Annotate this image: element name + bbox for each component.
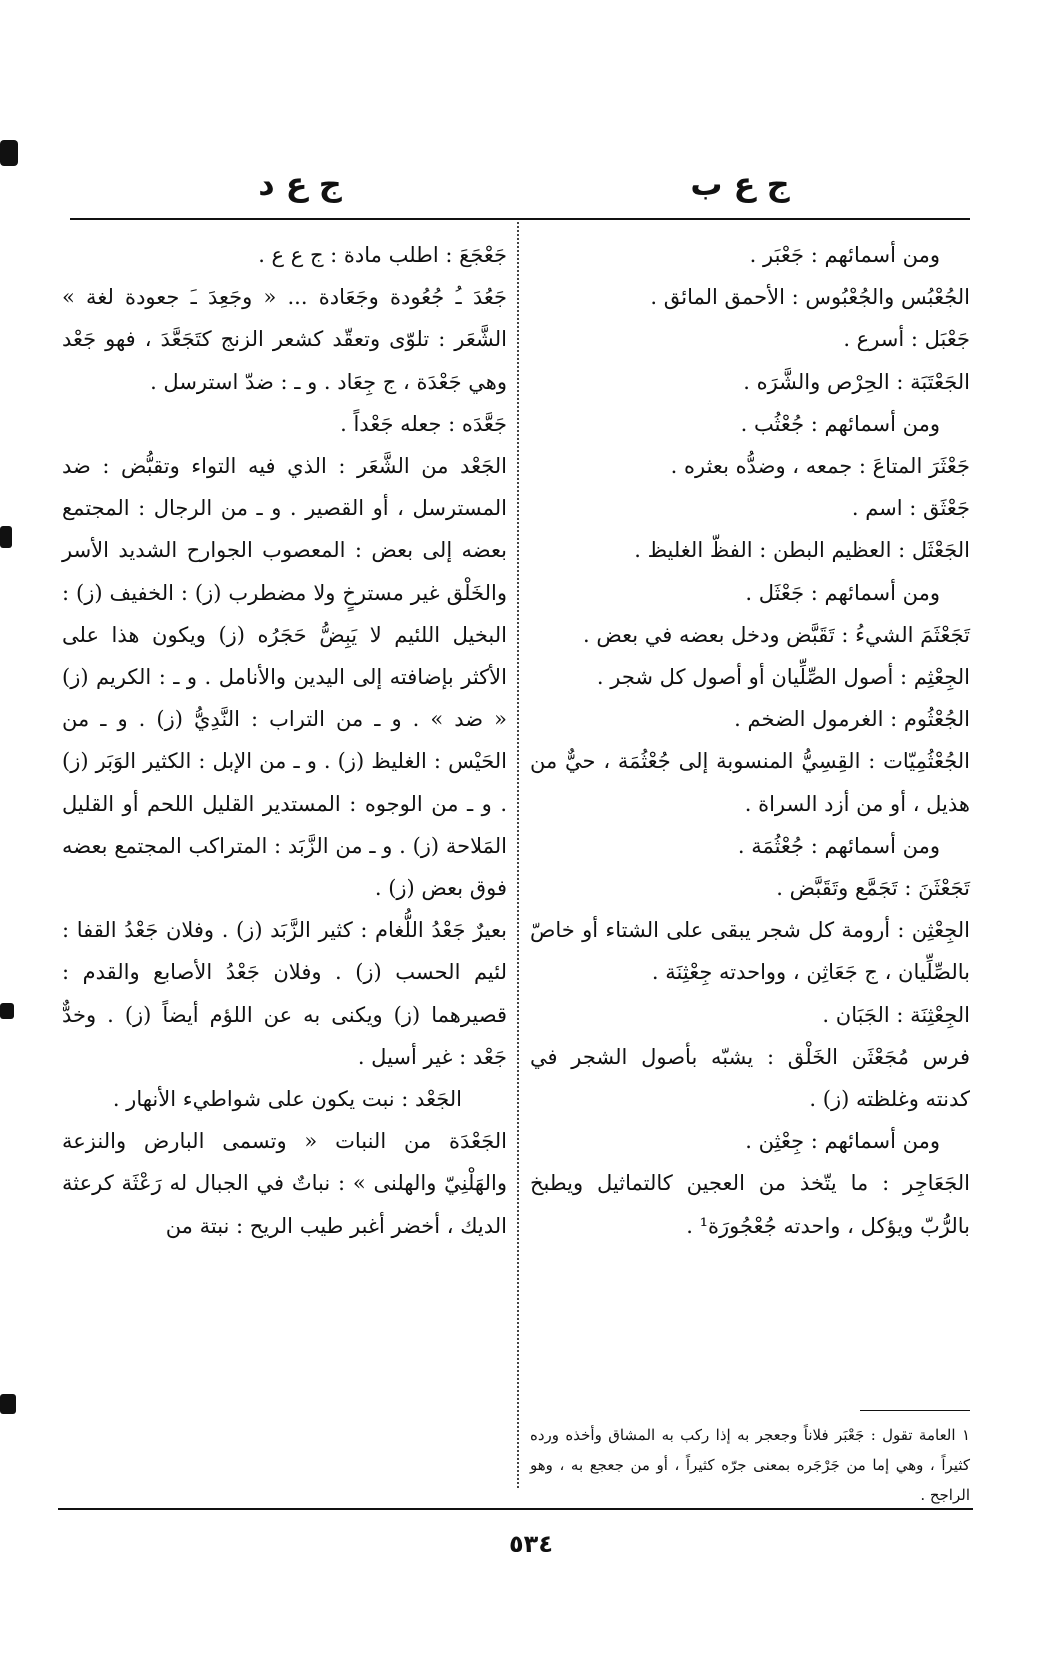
entry: ومن أسمائهم : جَعْبَر . (749, 243, 940, 267)
entry: الجِعْثِم : أصول الصِّلِّيان أو أصول كل شجر . (596, 665, 970, 690)
entry: الجُعْثُوم : الغرمول الضخم . (734, 707, 970, 732)
entry: الجَعْد : نبت يكون على شواطيء الأنهار . (112, 1087, 462, 1112)
scan-edge-mark-top (0, 140, 18, 166)
entry: الجِعْثِنَة : الجَبَان . (822, 1002, 970, 1027)
entry: الجَعْد من الشَّعَر : الذي فيه التواء وتقبُّض : ضد المسترسل ، أو القصير . و ـ من الرجال : المجتمع بعضه إلى بعض : المعصوب الجوارح الشديد الأسر والخَلْق غير مسترخٍ ولا مضطرب (ز) : الخفيف (ز) : البخيل اللئيم لا يَبِضُّ حَجَرُه (ز) ويكون هذا على الأكثر بإضافته إلى اليدين والأنامل . و ـ : الكريم (ز) « ضد » . و ـ من التراب : النَّدِيُّ (ز) . و ـ من الحَيْس : الغليظ (ز) . و ـ من الإبل : الكثير الوَبَر (ز) . و ـ من الوجوه : المستدير القليل اللحم أو القليل المَلاحة (ز) . و ـ من الزَّبَد : المتراكب المجتمع بعضه فوق بعض (ز) . (62, 454, 507, 901)
left-column-header: ج ع د (258, 165, 342, 203)
scan-edge-mark-middle (0, 526, 12, 548)
entry: فرس مُجَعْثَن الخَلْق : يشبّه بأصول الشجر في كدنته وغلظته (ز) . (530, 1044, 970, 1112)
entry: جَعَّدَه : جعله جَعْداً . (340, 411, 507, 436)
entry: الجَعْدَة من النبات « وتسمى البارض والنزعة والهَلْنِيّ والهلنى » : نباتٌ في الجبال له رَعْثَة كرعثة الديك ، أخضر أغبر طيب الريح : نبتة من (62, 1129, 507, 1238)
entry: الجُعْثُمِيّات : القِسِيُّ المنسوبة إلى جُعْثُمَة ، حيٌّ من هذيل ، أو من أزد السراة . (530, 749, 970, 816)
entry: الجِعْثِن : أرومة كل شجر يبقى على الشتاء أو خاصّ بالصِّلِّيان ، ج جَعَاثِن ، وواحدته جِعْثِنَة . (530, 918, 970, 985)
scan-edge-mark-lower (0, 1003, 14, 1019)
entry: الجَعَاجِر : ما يتّخذ من العجين كالتماثيل ويطبخ بالرُّبّ ويؤكل ، واحدته جُعْجُورَة¹ . (530, 1171, 970, 1238)
entry: ومن أسمائهم : جُعْثُب . (740, 411, 940, 436)
entry: بعيرٌ جَعْدُ اللُّغام : كثير الزَّبَد (ز) . وفلان جَعْدُ القفا : لئيم الحسب (ز) . وفلان جَعْدُ الأصابع والقدم : قصيرهما (ز) ويكنى به عن اللؤم أيضاً (ز) . وخدٌّ جَعْد : غير أسيل . (62, 918, 507, 1069)
entry: جَعْثَرَ المتاعَ : جمعه ، وضدُّه بعثره . (670, 454, 970, 479)
column-divider (517, 222, 519, 1488)
left-column (62, 234, 507, 1247)
footnote: ١ العامة تقول : جَعْبَر فلاناً وجعجر به إذا ركب به المشاق وأخذه ورده كثيراً ، وهي إما من جَرْجَره بمعنى جرّه كثيراً ، أو من جعجع به ، وهو الراجح . (530, 1426, 970, 1504)
footer-rule (58, 1508, 973, 1510)
entry: جَعْبَل : أسرع . (843, 327, 970, 352)
right-column (530, 234, 970, 1247)
entry: تَجَعْثَنَ : تَجَمَّع وتَقَبَّض . (776, 876, 970, 901)
footnote-rule (860, 1410, 970, 1411)
entry: جَعْثَق : اسم . (851, 496, 970, 521)
entry: تَجَعْثَمَ الشيءُ : تَقَبَّض ودخل بعضه في بعض . (583, 622, 970, 647)
entry: الجُعْبُس والجُعْبُوس : الأحمق المائق . (650, 285, 970, 310)
entry: جَعُدَ ـُ جُعُودة وجَعَادة ... « وجَعِدَ ـَ جعودة لغة » الشَّعَر : تلوّى وتعقّد كشعر الزنج كتَجَعَّدَ ، فهو جَعْد وهي جَعْدَة ، ج جِعَاد . و ـ : ضدّ استرسل . (62, 285, 507, 394)
entry: جَعْجَعَ : اطلب مادة : ج ع ع . (258, 243, 507, 267)
page-number: ٥٣٤ (509, 1530, 553, 1558)
right-column-header: ج ع ب (690, 165, 790, 203)
entry: الجَعْتَبَة : الحِرْص والشَّرَه . (743, 369, 970, 394)
scan-edge-mark-bottom (0, 1394, 16, 1414)
entry: ومن أسمائهم : جِعْثِن . (745, 1129, 940, 1154)
entry: ومن أسمائهم : جُعْثُمَة . (737, 833, 940, 858)
entry: الجَعْثَل : العظيم البطن : الفظّ الغليظ . (634, 538, 970, 563)
entry: ومن أسمائهم : جَعْثَل . (745, 580, 940, 605)
header-rule (70, 218, 970, 220)
